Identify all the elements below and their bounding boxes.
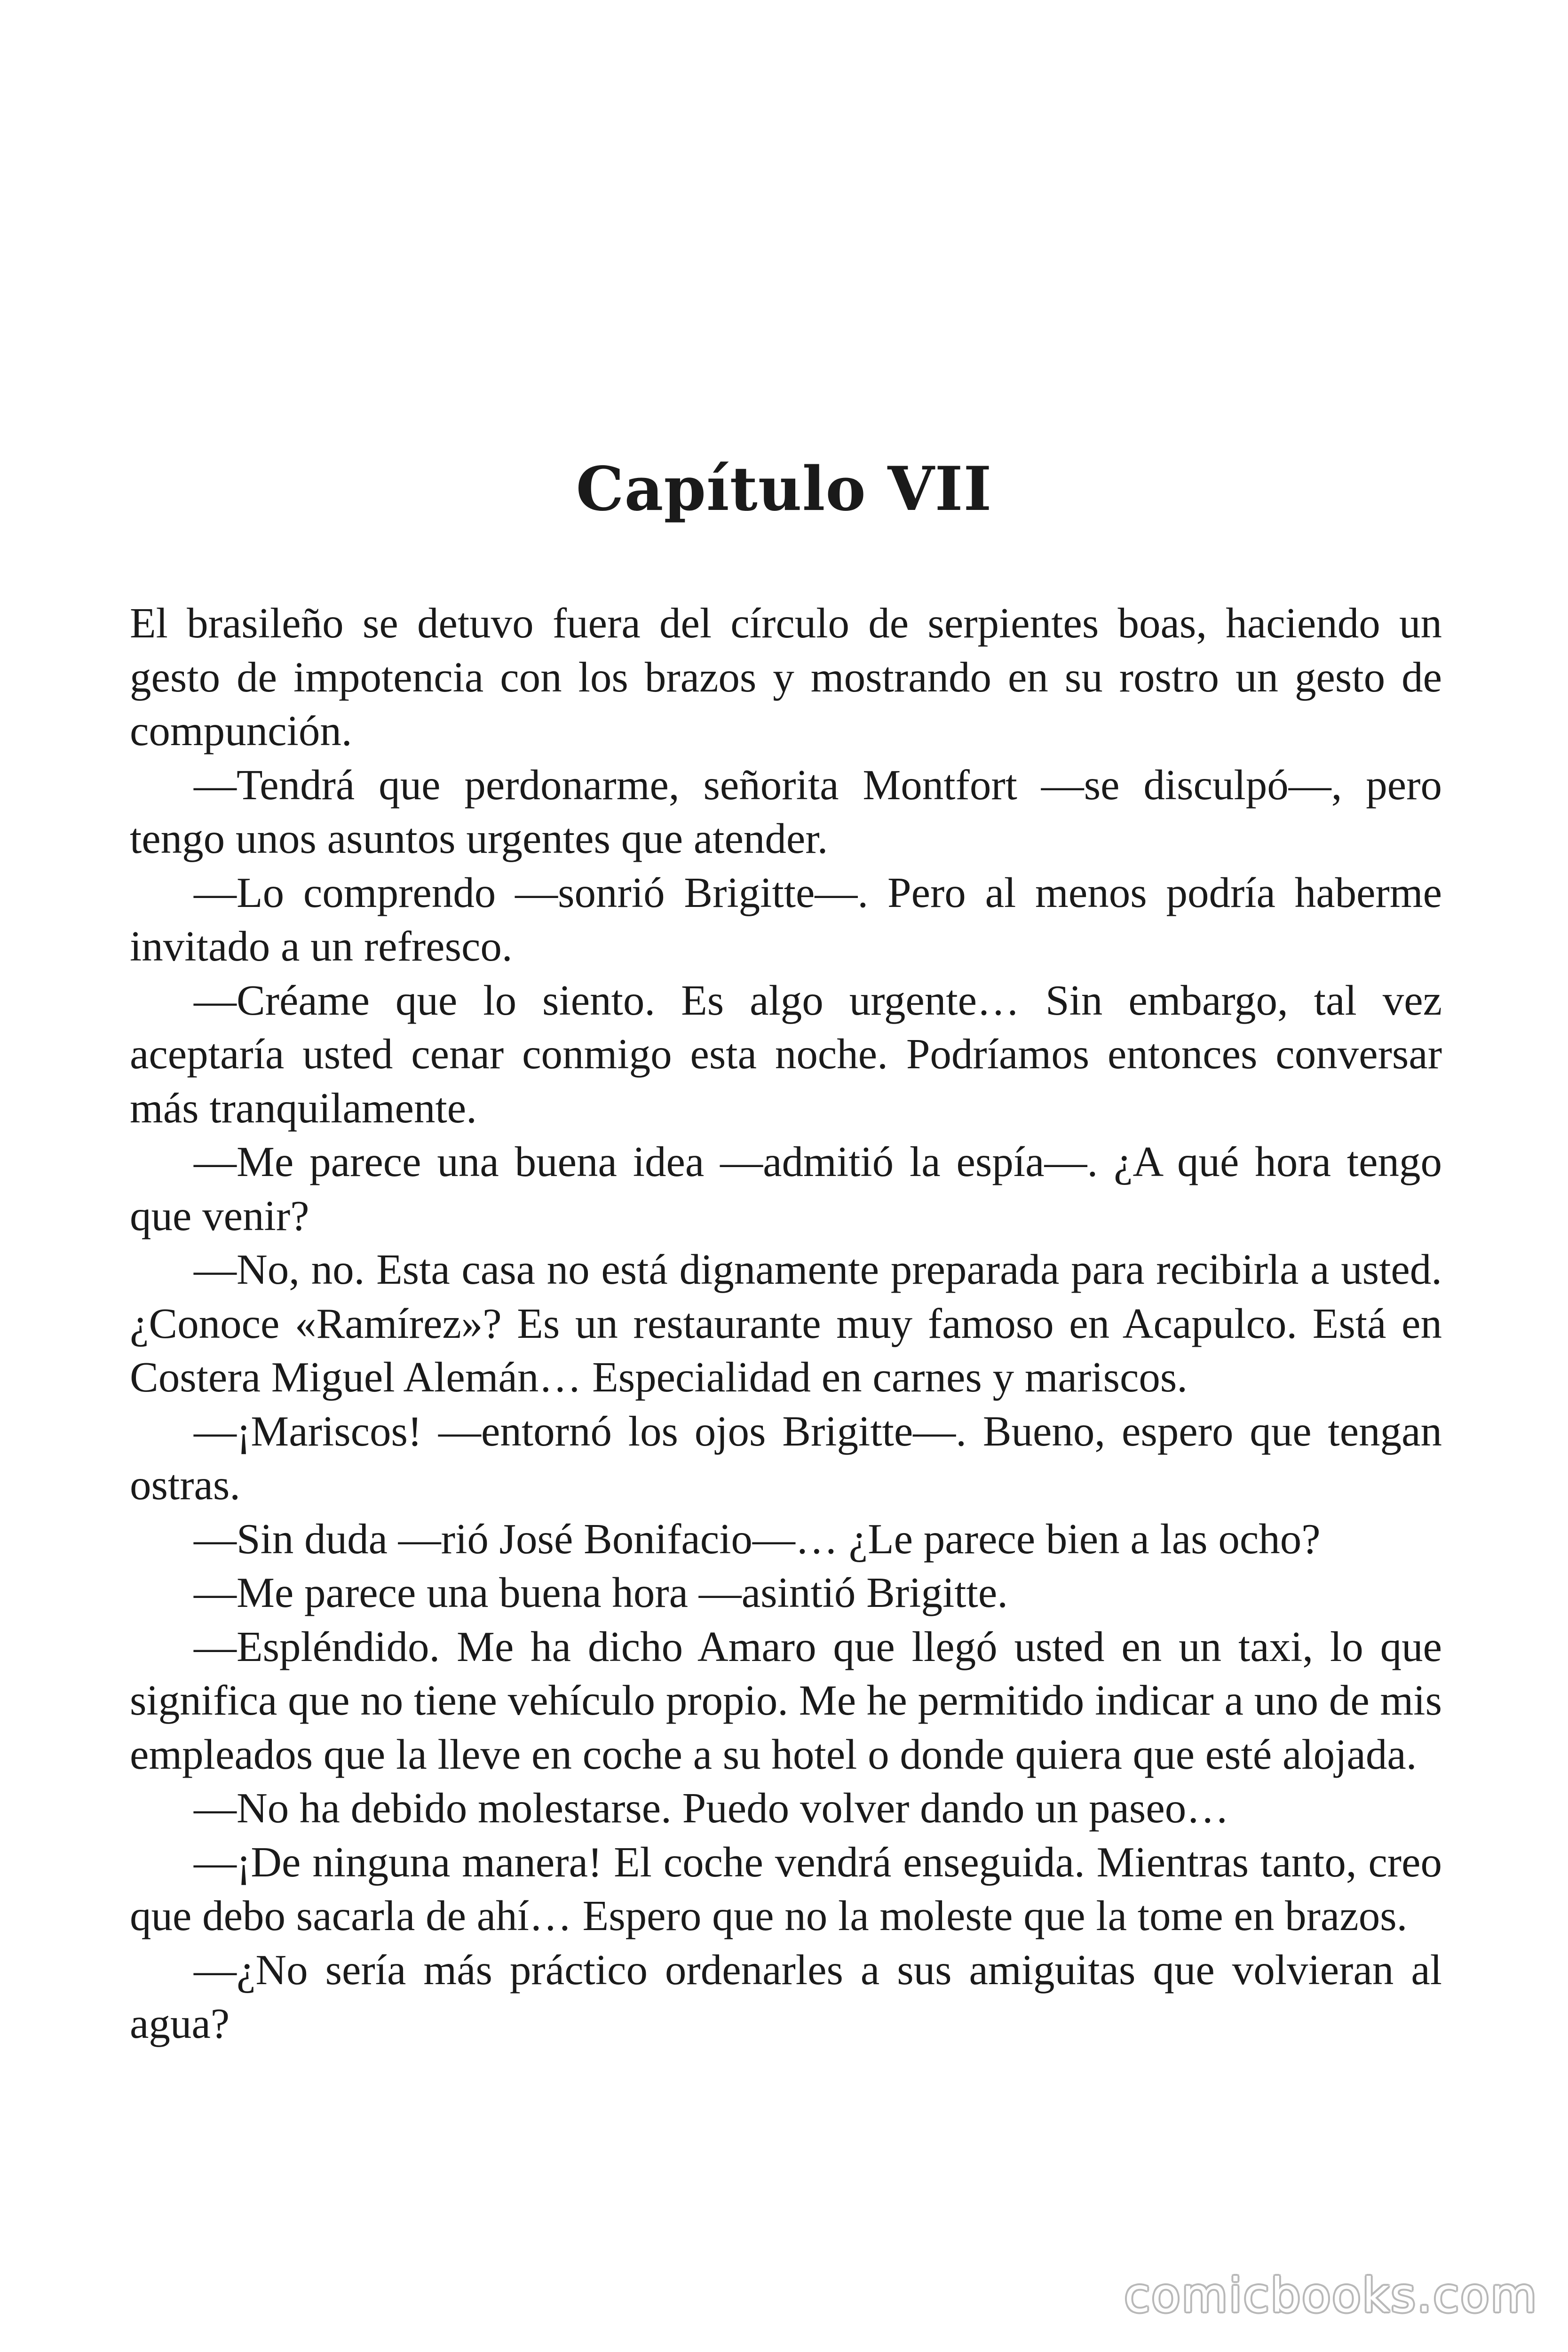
chapter-title: Capítulo VII xyxy=(576,454,992,524)
paragraph: —No ha debido molestarse. Puedo volver dando un paseo… xyxy=(194,1784,1229,1832)
chapter-body xyxy=(130,596,1442,2051)
paragraph: —No, no. Esta casa no está dignamente preparada para recibirla a usted. ¿Conoce «Ramírez»? Es un restaurante muy famoso en Acapulco. Está en Costera Miguel Alemán… Especialidad en carnes y mariscos. xyxy=(130,1246,1442,1401)
paragraph: —Me parece una buena idea —admitió la espía—. ¿A qué hora tengo que venir? xyxy=(130,1138,1442,1240)
paragraph: —¡De ninguna manera! El coche vendrá enseguida. Mientras tanto, creo que debo sacarla de ahí… Espero que no la moleste que la tome en brazos. xyxy=(130,1838,1442,1939)
paragraph: —Espléndido. Me ha dicho Amaro que llegó usted en un taxi, lo que significa que no tiene vehículo propio. Me he permitido indicar a uno de mis empleados que la lleve en coche a su hotel o donde quiera que esté alojada. xyxy=(130,1622,1442,1778)
paragraph: —Lo comprendo —sonrió Brigitte—. Pero al menos podría haberme invitado a un refresco. xyxy=(130,868,1442,970)
paragraph: El brasileño se detuvo fuera del círculo de serpientes boas, haciendo un gesto de impotencia con los brazos y mostrando en su rostro un gesto de compunción. xyxy=(130,599,1442,755)
paragraph: —Tendrá que perdonarme, señorita Montfort —se disculpó—, pero tengo unos asuntos urgentes que atender. xyxy=(130,761,1442,862)
paragraph: —¿No sería más práctico ordenarles a sus amiguitas que volvieran al agua? xyxy=(130,1946,1442,2047)
paragraph: —Créame que lo siento. Es algo urgente… Sin embargo, tal vez aceptaría usted cenar conmigo esta noche. Podríamos entonces conversar más tranquilamente. xyxy=(130,976,1442,1132)
paragraph: —¡Mariscos! —entornó los ojos Brigitte—. Bueno, espero que tengan ostras. xyxy=(130,1407,1442,1509)
watermark-logo: comicbooks.com xyxy=(1124,2268,1538,2323)
paragraph: —Sin duda —rió José Bonifacio—… ¿Le parece bien a las ocho? xyxy=(194,1515,1321,1563)
paragraph: —Me parece una buena hora —asintió Brigitte. xyxy=(194,1569,1008,1616)
